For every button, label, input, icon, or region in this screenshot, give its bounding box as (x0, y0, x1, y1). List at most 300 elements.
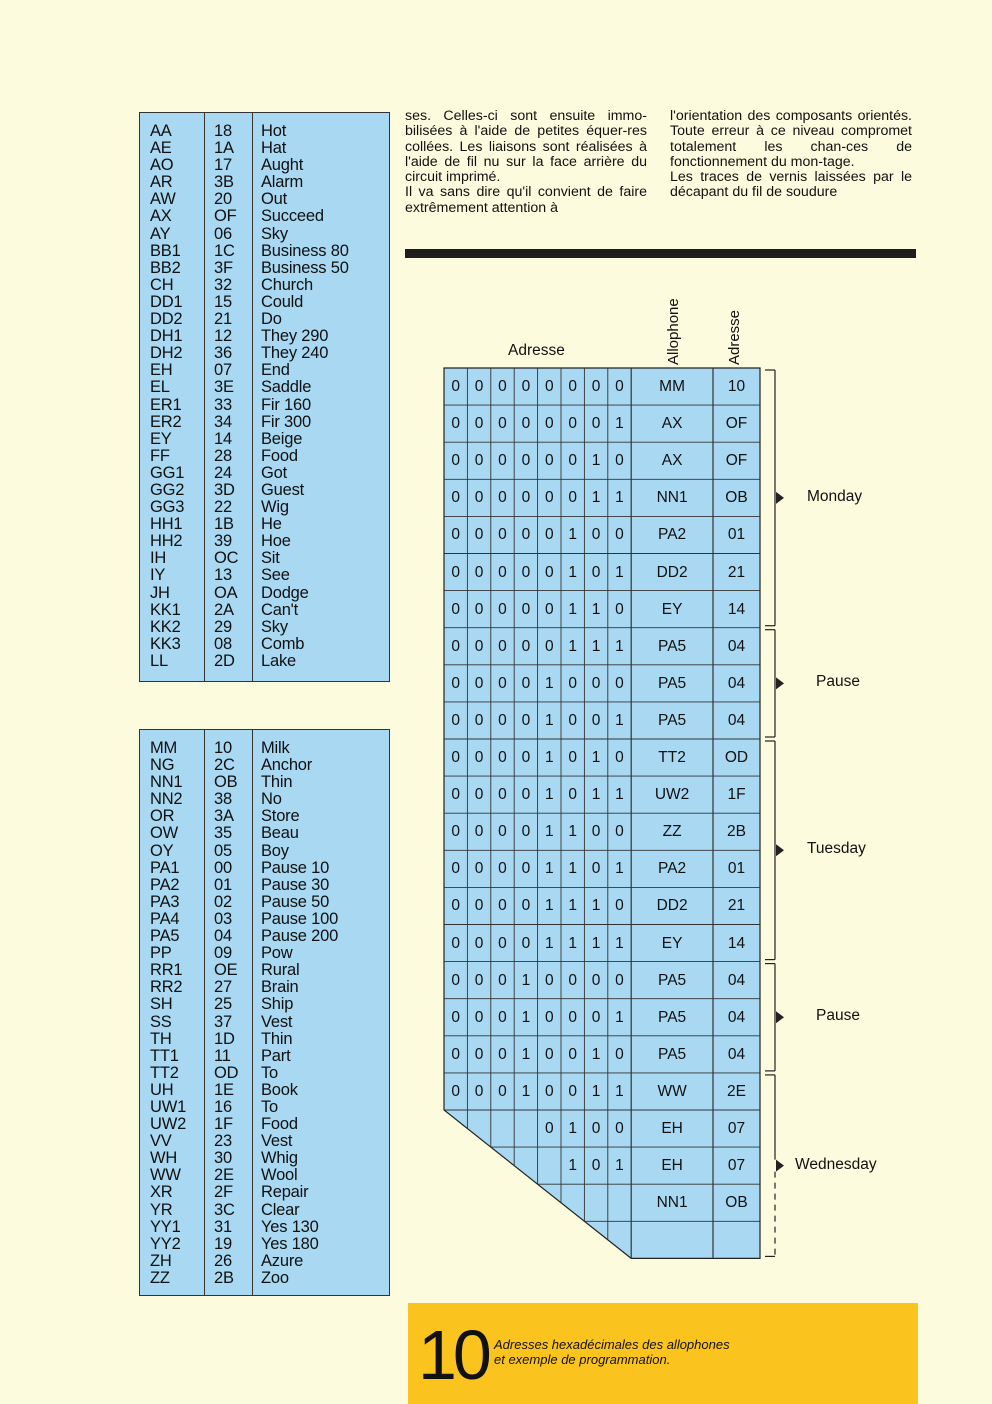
bit-cell: 0 (451, 749, 460, 766)
address-cell: 21 (727, 897, 746, 915)
bit-cell: 0 (451, 934, 460, 952)
address-cell: OF (725, 452, 748, 470)
hex-address: 3B (214, 173, 234, 192)
allophone-code: TH (150, 1029, 172, 1048)
example-word: Guest (261, 480, 305, 499)
bit-cell: 0 (474, 600, 484, 618)
example-word: End (261, 361, 290, 380)
example-word: Anchor (261, 756, 313, 775)
bit-cell: 1 (568, 600, 577, 618)
bit-cell: 0 (474, 1045, 484, 1063)
bit-cell: 0 (544, 1045, 554, 1063)
group-label: Wednesday (795, 1155, 877, 1173)
bit-cell: 0 (498, 1082, 507, 1100)
allophone-code: AO (150, 156, 174, 175)
hex-address: 14 (214, 429, 232, 448)
hex-address: OF (214, 207, 237, 226)
hex-address: 34 (214, 412, 232, 431)
bit-cell: 0 (591, 1120, 601, 1137)
allophone-code: MM (150, 739, 178, 757)
bracket-arrow-icon (776, 844, 784, 856)
caption-text (494, 1337, 730, 1367)
allophone-cell: EH (661, 1157, 683, 1175)
bit-cell: 1 (568, 1120, 577, 1137)
allophone-code: DH2 (150, 344, 183, 363)
allophone-code: RR2 (150, 978, 183, 997)
bit-cell: 0 (521, 897, 531, 915)
bit-cell: 1 (544, 749, 554, 766)
allophone-code: PA4 (150, 909, 180, 928)
bit-cell: 1 (615, 711, 624, 729)
example-word: Church (261, 275, 313, 294)
address-cell: 1F (727, 786, 746, 804)
example-word: Azure (261, 1251, 304, 1270)
bit-cell: 0 (615, 823, 624, 841)
allophone-code: WH (150, 1149, 178, 1168)
example-word: Whig (261, 1149, 298, 1168)
allophone-cell: AX (661, 452, 683, 470)
address-cell: 07 (727, 1157, 746, 1175)
allophone-cell: NN1 (656, 1194, 688, 1212)
hex-address: 3E (214, 378, 234, 397)
allophone-code: GG3 (150, 498, 185, 517)
allophone-cell (631, 1221, 713, 1258)
allophone-code: ZH (150, 1251, 172, 1270)
allophone-code: SH (150, 995, 173, 1014)
bit-cell: 0 (451, 1082, 460, 1100)
bit-cell: 0 (451, 526, 460, 544)
bit-cell: 0 (474, 563, 484, 581)
bit-cell: 0 (474, 637, 484, 655)
allophone-code: PP (150, 944, 172, 963)
example-word: Vest (261, 1132, 293, 1151)
bit-cell: 0 (498, 452, 507, 470)
hex-address: 25 (214, 995, 232, 1014)
example-word: Comb (261, 634, 305, 653)
bit-cell: 0 (568, 1045, 577, 1063)
hex-address: OA (214, 583, 238, 602)
allophone-code: CH (150, 275, 174, 294)
allophone-code: HH1 (150, 515, 183, 534)
allophone-cell: PA5 (658, 1008, 687, 1026)
bit-cell: 1 (615, 934, 624, 952)
example-word: Pause 100 (261, 909, 339, 928)
bit-cell: 0 (474, 749, 484, 766)
allophone-code: AE (150, 139, 172, 158)
hex-address: 18 (214, 122, 232, 140)
example-word: To (261, 1097, 279, 1116)
caption-line-1: Adresses hexadécimales des allophones (494, 1337, 730, 1352)
bit-cell: 0 (498, 637, 507, 655)
allophone-cell: PA5 (658, 637, 687, 655)
bit-cell: 1 (544, 786, 554, 804)
bit-cell: 0 (591, 415, 601, 433)
allophone-code: DD1 (150, 292, 183, 311)
allophone-cell: NN1 (656, 489, 688, 507)
allophone-cell: WW (657, 1082, 687, 1100)
bit-cell: 0 (615, 971, 624, 989)
hex-address: 12 (214, 327, 232, 346)
hex-address: 1A (214, 139, 234, 158)
bit-cell: 0 (568, 971, 577, 989)
bit-cell: 1 (521, 1008, 531, 1026)
bit-cell: 0 (568, 452, 577, 470)
hex-address: 06 (214, 224, 232, 243)
allophone-code: AA (150, 122, 172, 140)
bit-cell: 0 (615, 600, 624, 618)
example-word: Boy (261, 841, 289, 860)
bit-cell: 0 (544, 563, 554, 581)
allophone-cell: EY (661, 600, 683, 618)
bit-cell: 0 (521, 452, 531, 470)
hex-address: 1C (214, 241, 235, 260)
bit-cell: 1 (521, 1082, 531, 1100)
bit-cell: 0 (451, 415, 460, 433)
bit-cell: 0 (451, 674, 460, 692)
allophone-code: JH (150, 583, 170, 602)
example-word: See (261, 566, 290, 585)
example-word: Do (261, 310, 282, 329)
example-word: Hot (261, 122, 287, 140)
bracket-arrow-icon (776, 1160, 784, 1172)
bit-cell: 1 (615, 1008, 624, 1026)
example-word: Repair (261, 1183, 309, 1202)
address-cell: 04 (727, 711, 746, 729)
example-word: Thin (261, 773, 293, 792)
hex-address: 1D (214, 1029, 235, 1048)
bit-cell: 1 (615, 1082, 624, 1100)
hex-address: 04 (214, 927, 232, 946)
bit-cell: 1 (544, 674, 554, 692)
bit-cell: 0 (591, 823, 601, 841)
allophone-code: XR (150, 1183, 173, 1202)
allophone-cell: TT2 (658, 749, 686, 766)
example-word: Out (261, 190, 287, 209)
bit-cell: 0 (498, 1008, 507, 1026)
example-word: To (261, 1063, 279, 1082)
hex-address: 31 (214, 1217, 232, 1236)
example-word: Pause 30 (261, 875, 330, 894)
allophone-code: ER1 (150, 395, 182, 414)
bit-cell: 1 (568, 526, 577, 544)
bit-cell: 1 (591, 452, 601, 470)
bit-cell: 1 (544, 934, 554, 952)
allophone-code: EY (150, 429, 172, 448)
hex-address: 37 (214, 1012, 232, 1031)
paragraph: ses. Celles-ci sont ensuite immo-bilisées à l'aide de petites équer-res collées. Les liaisons sont réalisées à l'aide de fil nu sur la face arrière du circuit imprimé. (405, 108, 647, 186)
bit-cell: 1 (568, 637, 577, 655)
bit-cell: 1 (615, 860, 624, 878)
bit-cell: 0 (591, 860, 601, 878)
figure-caption (408, 1303, 918, 1404)
allophone-code: PA5 (150, 927, 180, 946)
bit-cell: 1 (591, 749, 601, 766)
bit-cell: 0 (521, 378, 531, 395)
bracket-arrow-icon (776, 492, 784, 504)
bit-cell: 0 (568, 1008, 577, 1026)
example-word: Fir 300 (261, 412, 311, 431)
allophone-code: RR1 (150, 961, 183, 980)
bit-cell: 0 (521, 934, 531, 952)
hex-address: 02 (214, 892, 232, 911)
example-word: Sky (261, 224, 288, 243)
bit-cell: 0 (568, 489, 577, 507)
address-cell: 04 (727, 1008, 746, 1026)
bit-cell: 0 (615, 1045, 624, 1063)
bit-cell: 0 (544, 600, 554, 618)
bit-cell: 0 (568, 711, 577, 729)
bit-cell: 0 (451, 823, 460, 841)
bit-cell: 0 (615, 749, 624, 766)
allophone-cell: PA5 (658, 1045, 687, 1063)
bit-cell: 0 (615, 674, 624, 692)
hex-address: 1F (214, 1115, 233, 1134)
example-word: He (261, 515, 282, 534)
hex-address: 23 (214, 1132, 232, 1151)
example-word: Pause 200 (261, 927, 339, 946)
example-word: Brain (261, 978, 299, 997)
example-word: Sit (261, 549, 280, 568)
allophone-cell: EH (661, 1120, 683, 1137)
bit-cell: 0 (474, 1008, 484, 1026)
example-word: Food (261, 1115, 298, 1134)
hex-address: 01 (214, 875, 232, 894)
bit-cell: 1 (568, 823, 577, 841)
bit-cell: 1 (591, 637, 601, 655)
bit-cell: 0 (544, 1008, 554, 1026)
hex-address: OB (214, 773, 238, 792)
example-word: Part (261, 1046, 291, 1065)
address-cell: 04 (727, 637, 746, 655)
hex-address: 03 (214, 909, 232, 928)
hex-address: 3C (214, 1200, 235, 1219)
bit-cell: 0 (451, 1045, 460, 1063)
bit-cell: 0 (498, 749, 507, 766)
bit-cell: 0 (521, 489, 531, 507)
example-word: Aught (261, 156, 304, 175)
bit-cell: 0 (568, 378, 577, 395)
bit-cell: 0 (544, 1120, 554, 1137)
bit-cell: 0 (521, 674, 531, 692)
bit-cell: 1 (568, 1157, 577, 1175)
example-word: Fir 160 (261, 395, 311, 414)
bit-cell: 0 (498, 600, 507, 618)
allophone-code: PA1 (150, 858, 180, 877)
bit-cell: 0 (521, 823, 531, 841)
allophone-cell: UW2 (654, 786, 690, 804)
bit-cell: 0 (615, 526, 624, 544)
bit-cell: 0 (451, 637, 460, 655)
address-cell: 14 (727, 600, 746, 618)
hex-address: 2E (214, 1166, 234, 1185)
address-cell: 07 (727, 1120, 746, 1137)
hex-address: 1E (214, 1080, 234, 1099)
hex-address: 19 (214, 1234, 232, 1253)
example-word: Succeed (261, 207, 324, 226)
example-word: They 240 (261, 344, 329, 363)
bracket-arrow-icon (776, 1011, 784, 1023)
hex-address: 33 (214, 395, 232, 414)
allophone-code: OR (150, 807, 175, 826)
bit-cell: 0 (544, 378, 554, 395)
allophone-cell: PA5 (658, 674, 687, 692)
bit-cell: 0 (498, 860, 507, 878)
bit-cell: 0 (474, 934, 484, 952)
allophone-code: DH1 (150, 327, 183, 346)
hex-address: 3D (214, 480, 235, 499)
bit-cell: 0 (568, 1082, 577, 1100)
bit-cell: 0 (615, 897, 624, 915)
bit-cell: 0 (451, 563, 460, 581)
example-word: Sky (261, 617, 288, 636)
bit-cell: 1 (591, 600, 601, 618)
bit-cell: 0 (521, 415, 531, 433)
allophone-code: NG (150, 756, 175, 775)
bit-cell: 0 (451, 897, 460, 915)
paragraph: l'orientation des composants orientés. Toute erreur à ce niveau compromet totalement les chan-ces de fonctionnement du mon-tage. (670, 108, 912, 170)
bit-cell: 0 (451, 1008, 460, 1026)
hex-address: 00 (214, 858, 232, 877)
bit-cell: 1 (544, 711, 554, 729)
hex-address: 13 (214, 566, 232, 585)
bit-cell: 0 (474, 526, 484, 544)
allophone-code: VV (150, 1132, 172, 1151)
example-word: Wig (261, 498, 289, 517)
bit-cell: 0 (451, 452, 460, 470)
group-label: Tuesday (807, 840, 866, 858)
group-label: Monday (807, 487, 863, 505)
allophone-code: AW (150, 190, 176, 209)
bit-cell: 1 (568, 934, 577, 952)
address-cell: 21 (727, 563, 746, 581)
allophone-code: DD2 (150, 310, 183, 329)
bit-cell: 1 (591, 1045, 601, 1063)
bit-cell: 0 (521, 860, 531, 878)
allophone-code: UH (150, 1080, 174, 1099)
bit-cell: 1 (544, 860, 554, 878)
caption-line-2: et exemple de programmation. (494, 1352, 671, 1367)
bit-cell: 0 (498, 563, 507, 581)
bit-cell: 1 (568, 563, 577, 581)
allophone-code: NN1 (150, 773, 183, 792)
bit-cell: 0 (451, 786, 460, 804)
bit-cell: 0 (498, 711, 507, 729)
header-adresse: Adresse (508, 342, 565, 359)
example-word: Alarm (261, 173, 304, 192)
allophone-cell: MM (659, 378, 685, 395)
allophone-code: PA3 (150, 892, 180, 911)
paragraph: Il va sans dire qu'il convient de faire extrêmement attention à (405, 184, 647, 216)
example-word: Store (261, 807, 300, 826)
allophone-code: TT2 (150, 1063, 179, 1082)
bit-cell: 1 (544, 897, 554, 915)
bit-cell: 0 (591, 563, 601, 581)
allophone-code: BB2 (150, 258, 181, 277)
address-cell: 04 (727, 971, 746, 989)
allophone-code: YY2 (150, 1234, 181, 1253)
address-cell: OD (724, 749, 749, 766)
bit-cell: 1 (615, 637, 624, 655)
bit-cell: 0 (544, 489, 554, 507)
example-word: Yes 130 (261, 1217, 319, 1236)
example-word: No (261, 790, 282, 809)
bit-cell: 0 (591, 711, 601, 729)
allophone-code: EL (150, 378, 170, 397)
allophone-code: YR (150, 1200, 173, 1219)
hex-address: OD (214, 1063, 239, 1082)
bit-cell: 0 (498, 378, 507, 395)
allophone-cell: DD2 (656, 897, 688, 915)
bit-cell: 1 (568, 860, 577, 878)
bit-cell: 0 (498, 897, 507, 915)
bit-cell: 0 (474, 489, 484, 507)
bit-cell: 0 (474, 971, 484, 989)
bit-cell: 0 (591, 1157, 601, 1175)
allophone-code: AX (150, 207, 172, 226)
allophone-code: ER2 (150, 412, 182, 431)
allophone-code: AY (150, 224, 171, 243)
hex-address: 2F (214, 1183, 233, 1202)
address-cell: OF (725, 415, 748, 433)
bit-cell: 0 (544, 415, 554, 433)
bit-cell: 1 (521, 971, 531, 989)
bit-cell: 1 (591, 489, 601, 507)
bit-cell: 0 (568, 786, 577, 804)
bit-cell: 0 (498, 786, 507, 804)
bit-cell: 0 (498, 489, 507, 507)
example-word: They 290 (261, 327, 329, 346)
allophone-code: GG1 (150, 463, 185, 482)
bit-cell: 0 (521, 637, 531, 655)
hex-address: 21 (214, 310, 232, 329)
bit-cell: 0 (474, 378, 484, 395)
allophone-code: EH (150, 361, 173, 380)
allophone-cell: ZZ (662, 823, 682, 841)
bit-cell: 0 (451, 971, 460, 989)
hex-address: 26 (214, 1251, 232, 1270)
example-word: Vest (261, 1012, 293, 1031)
bit-cell: 1 (591, 934, 601, 952)
hex-address: 10 (214, 739, 232, 757)
bit-cell: 0 (474, 823, 484, 841)
bit-cell: 0 (451, 860, 460, 878)
example-word: Book (261, 1080, 298, 1099)
bit-cell: 0 (591, 526, 601, 544)
address-cell: 2E (727, 1082, 746, 1100)
bit-cell: 1 (591, 897, 601, 915)
hex-address: 2A (214, 600, 234, 619)
bracket-arrow-icon (776, 677, 784, 689)
bit-cell: 0 (568, 749, 577, 766)
bit-cell: 1 (568, 897, 577, 915)
allophone-code: KK2 (150, 617, 181, 636)
bit-cell: 0 (474, 860, 484, 878)
bit-cell: 0 (498, 934, 507, 952)
hex-address: 36 (214, 344, 232, 363)
hex-address: OE (214, 961, 238, 980)
bit-cell: 0 (521, 786, 531, 804)
allophone-cell: PA5 (658, 711, 687, 729)
bit-cell: 0 (451, 600, 460, 618)
bit-cell: 0 (451, 378, 460, 395)
address-cell: OB (725, 489, 748, 507)
bit-cell: 0 (474, 897, 484, 915)
address-cell: 2B (727, 823, 746, 841)
bit-cell: 0 (521, 711, 531, 729)
address-cell: 10 (727, 378, 746, 395)
hex-address: 22 (214, 498, 232, 517)
bit-cell: 0 (591, 971, 601, 989)
